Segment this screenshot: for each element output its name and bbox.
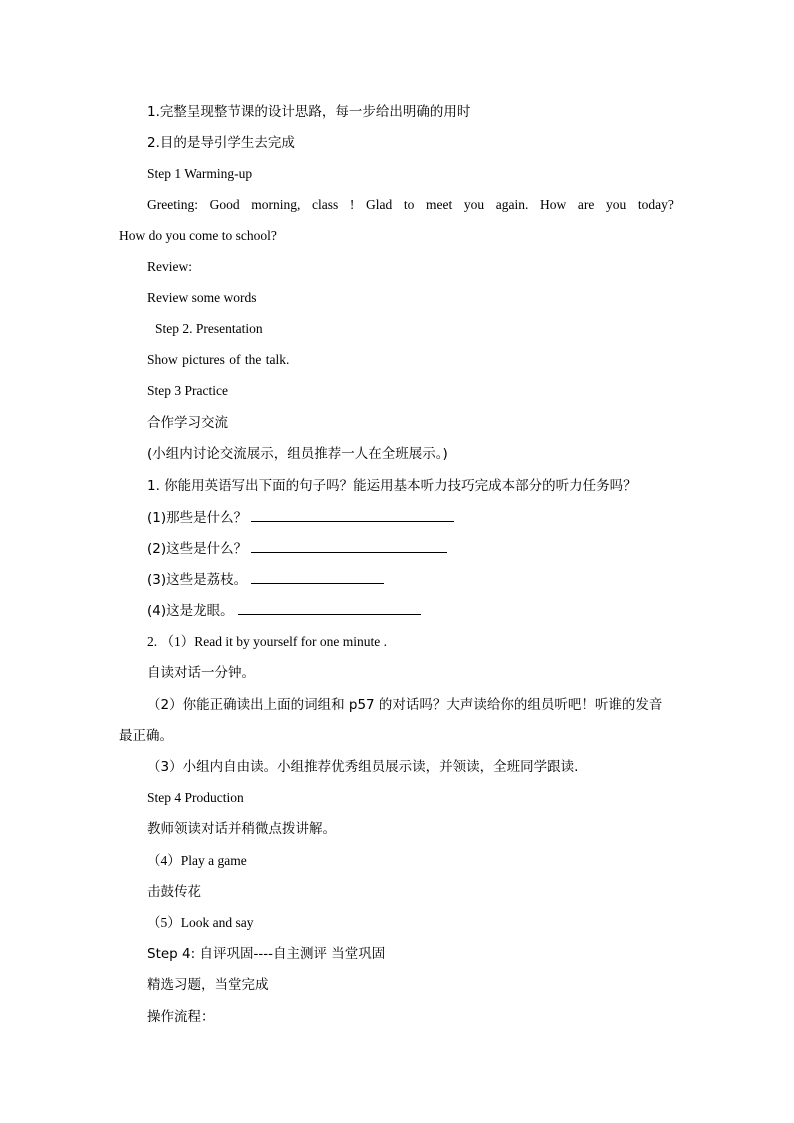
greeting-word: Glad [365, 197, 393, 212]
answer-blank[interactable] [251, 570, 384, 584]
reading-task-2: 2. （1）Read it by yourself for one minute . [147, 634, 387, 649]
greeting-word: morning, [251, 197, 301, 212]
presentation-text: Show pictures of the talk. [147, 352, 290, 367]
step1-heading: Step 1 Warming-up [147, 166, 253, 181]
look-and-say-task: （5）Look and say [147, 915, 254, 930]
question-1: 1. 你能用英语写出下面的句子吗？能运用基本听力技巧完成本部分的听力任务吗？ [147, 478, 637, 494]
exercise-item-3 [147, 570, 384, 589]
step4-production-heading: Step 4 Production [147, 790, 244, 805]
exercise-prompt: (2)这些是什么？ [147, 541, 248, 557]
step2-heading: Step 2. Presentation [155, 321, 263, 336]
step3-heading: Step 3 Practice [147, 383, 228, 398]
teacher-guide-text: 教师领读对话并稍微点拨讲解。 [147, 821, 336, 837]
greeting-word: Good [209, 197, 240, 212]
cooperation-heading: 合作学习交流 [147, 415, 228, 431]
greeting-word: to [403, 197, 415, 212]
self-read-text: 自读对话一分钟。 [147, 665, 255, 681]
greeting-word: again. [495, 197, 529, 212]
greeting-line [147, 196, 674, 214]
greeting-word: meet [426, 197, 453, 212]
step4-assessment-heading: Step 4: 自评巩固----自主测评 当堂巩固 [147, 946, 386, 962]
game-task: （4）Play a game [147, 853, 247, 868]
reading-question-2: （2）你能正确读出上面的词组和 p57 的对话吗？大声读给你的组员听吧！听谁的发音 [147, 697, 663, 713]
greeting-continuation: How do you come to school? [119, 228, 277, 243]
greeting-word: Greeting: [147, 197, 198, 212]
exercise-prompt: (4)这是龙眼。 [147, 603, 234, 619]
note-line-2: 2.目的是导引学生去完成 [147, 135, 295, 151]
greeting-word: class [311, 197, 339, 212]
exercise-prompt: (3)这些是荔枝。 [147, 572, 248, 588]
game-name: 击鼓传花 [147, 884, 201, 900]
greeting-word: you [605, 197, 627, 212]
exercise-item-2 [147, 539, 447, 558]
note-line-1: 1.完整呈现整节课的设计思路，每一步给出明确的用时 [147, 104, 471, 120]
reading-task-3: （3）小组内自由读。小组推荐优秀组员展示读，并领读，全班同学跟读. [147, 759, 579, 775]
greeting-word: How [540, 197, 567, 212]
answer-blank[interactable] [251, 508, 454, 522]
answer-blank[interactable] [238, 601, 421, 615]
greeting-word: today? [637, 197, 674, 212]
exercise-item-1 [147, 508, 454, 527]
group-instruction: (小组内讨论交流展示，组员推荐一人在全班展示。) [147, 446, 448, 462]
greeting-word: are [577, 197, 595, 212]
greeting-word: ! [349, 197, 355, 212]
exercise-prompt: (1)那些是什么？ [147, 510, 248, 526]
review-heading: Review: [147, 259, 192, 274]
exercise-text: 精选习题，当堂完成 [147, 977, 269, 993]
procedure-heading: 操作流程： [147, 1009, 215, 1025]
answer-blank[interactable] [251, 539, 447, 553]
reading-question-2-cont: 最正确。 [119, 728, 173, 744]
greeting-word: you [463, 197, 485, 212]
review-text: Review some words [147, 290, 257, 305]
exercise-item-4 [147, 601, 421, 620]
